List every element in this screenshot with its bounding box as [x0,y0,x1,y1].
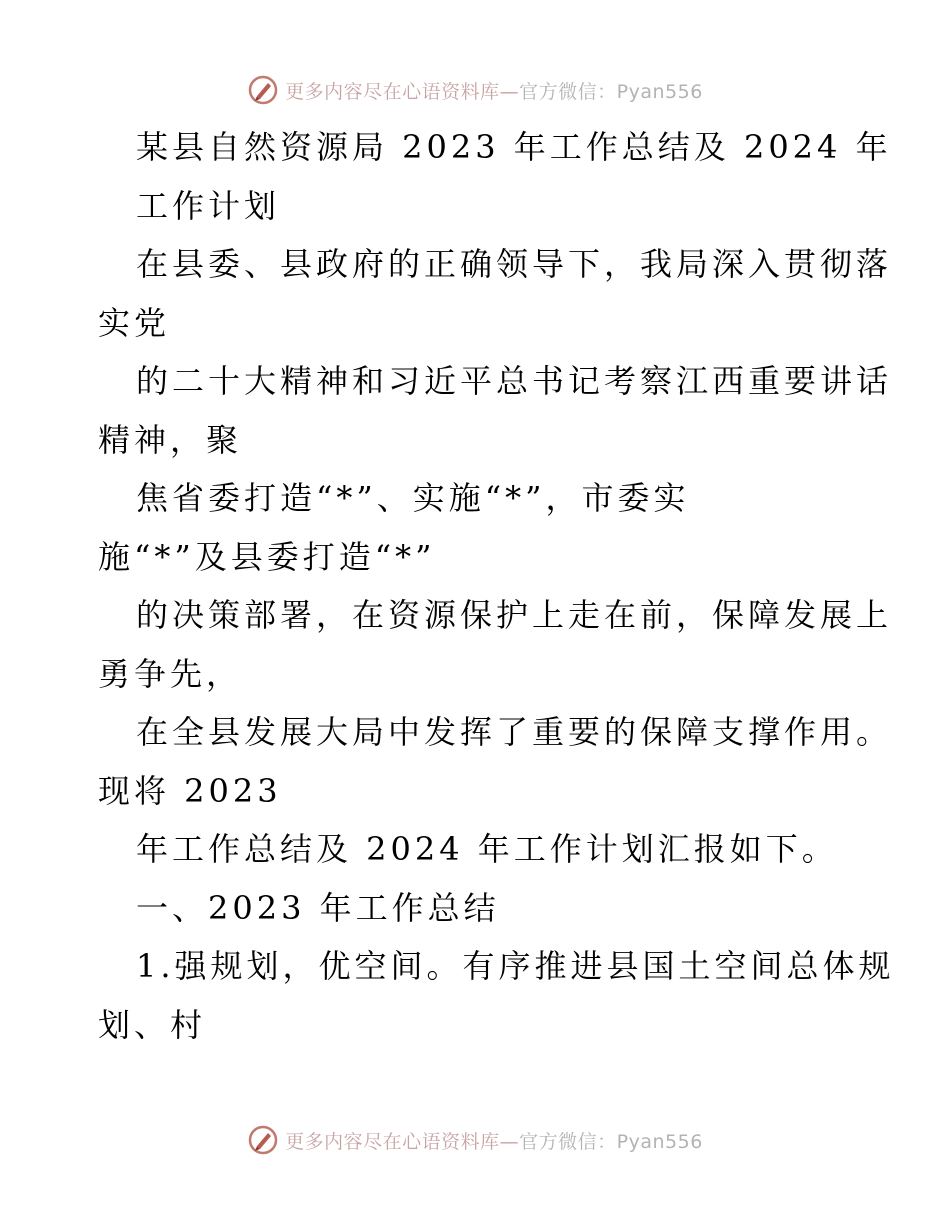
watermark-site-text: 更多内容尽在心语资料库 [285,80,500,103]
watermark-wechat-text: 官方微信：Pyan556 [519,80,703,103]
watermark-wechat-text: 官方微信：Pyan556 [519,1130,703,1153]
paragraph-line: 精神，聚 [98,420,243,459]
section-heading: 一、2023 年工作总结 [136,888,500,927]
paragraph-line: 现将 2023 [98,771,282,810]
watermark-dash: — [499,1130,520,1153]
watermark-dash: — [499,80,520,103]
pen-circle-logo-icon [247,1124,279,1156]
document-body [98,118,895,1054]
document-title-line-2: 工作计划 [136,186,281,225]
paragraph-line: 实党 [98,303,171,342]
pen-circle-logo-icon [247,74,279,106]
watermark-banner-bottom [0,1122,950,1158]
paragraph-line: 年工作总结及 2024 年工作计划汇报如下。 [136,830,838,868]
paragraph-line: 勇争先， [98,654,243,693]
paragraph-line: 在县委、县政府的正确领导下，我局深入贯彻落 [136,245,893,283]
paragraph-line: 划、村 [98,1005,207,1044]
watermark-site-text: 更多内容尽在心语资料库 [285,1130,500,1153]
watermark-banner-top [0,72,950,108]
document-title-line-1: 某县自然资源局 2023 年工作总结及 2024 年 [136,128,892,166]
paragraph-line: 1.强规划，优空间。有序推进县国土空间总体规 [136,947,895,985]
paragraph-line: 的决策部署，在资源保护上走在前，保障发展上 [136,596,893,634]
paragraph-line: 的二十大精神和习近平总书记考察江西重要讲话 [136,362,893,400]
paragraph-line: 在全县发展大局中发挥了重要的保障支撑作用。 [136,713,893,751]
paragraph-line: 焦省委打造“*”、实施“*”，市委实 [136,479,690,517]
paragraph-line: 施“*”及县委打造“*” [98,537,436,576]
